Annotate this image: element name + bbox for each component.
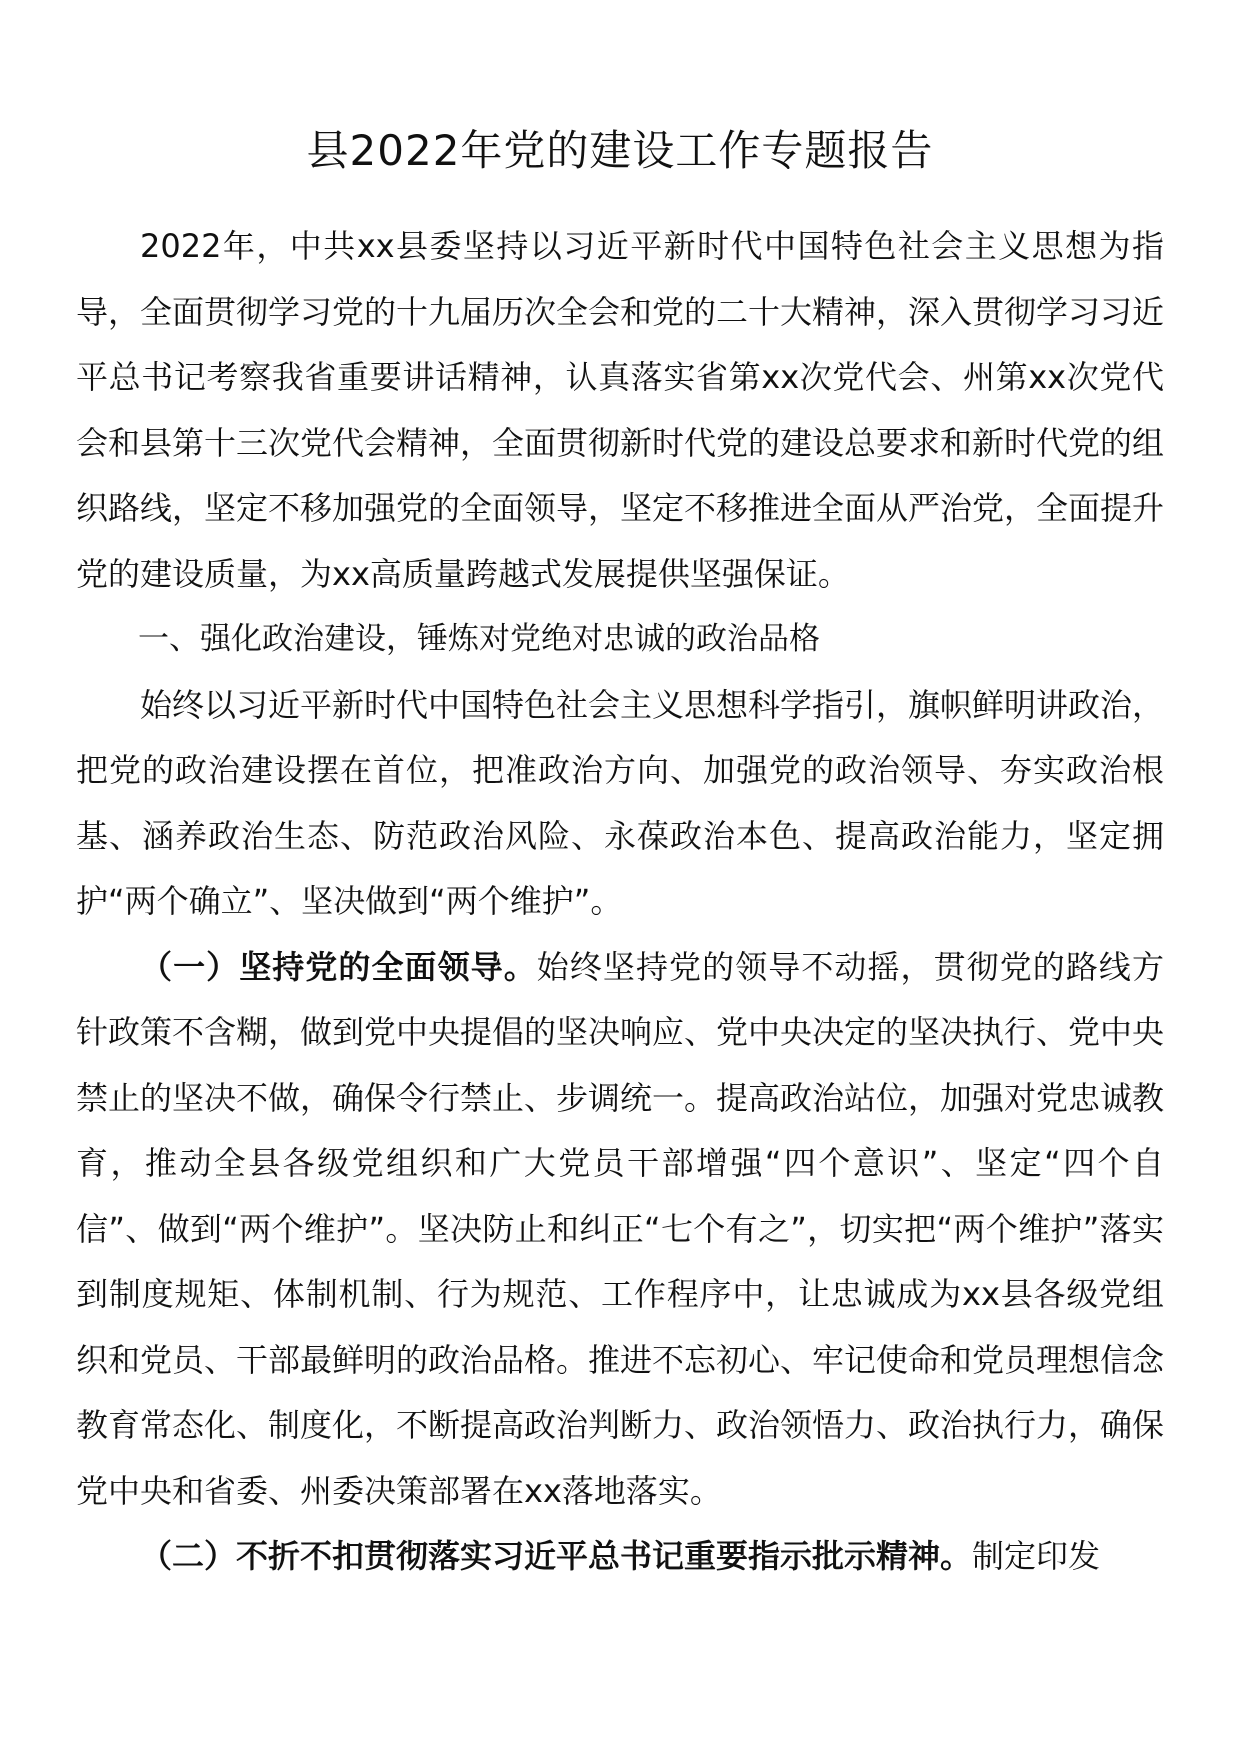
subsection-1-paragraph xyxy=(76,935,1164,1525)
subsection-1-lead: （一）坚持党的全面领导。 xyxy=(140,947,537,986)
subsection-2-body: 制定印发 xyxy=(972,1537,1101,1575)
section-heading-1: 一、强化政治建设，锤炼对党绝对忠诚的政治品格 xyxy=(138,621,820,657)
document-title: 县2022年党的建设工作专题报告 xyxy=(306,126,934,175)
section-1-paragraph: 始终以习近平新时代中国特色社会主义思想科学指引，旗帜鲜明讲政治，把党的政治建设摆在首位，把准政治方向、加强党的政治领导、夯实政治根基、涵养政治生态、防范政治风险、永葆政治本色、提高政治能力，坚定拥护“两个确立”、坚决做到“两个维护”。 xyxy=(76,685,1165,920)
subsection-2-paragraph xyxy=(76,1524,1164,1590)
intro-paragraph: 2022年，中共xx县委坚持以习近平新时代中国特色社会主义思想为指导，全面贯彻学习党的十九届历次全会和党的二十大精神，深入贯彻学习习近平总书记考察我省重要讲话精神，认真落实省第xx次党代会、州第xx次党代会和县第十三次党代会精神，全面贯彻新时代党的建设总要求和新时代党的组织路线，坚定不移加强党的全面领导，坚定不移推进全面从严治党，全面提升党的建设质量，为xx高质量跨越式发展提供坚强保证。 xyxy=(76,227,1165,593)
subsection-1-body: 始终坚持党的领导不动摇，贯彻党的路线方针政策不含糊，做到党中央提倡的坚决响应、党中央决定的坚决执行、党中央禁止的坚决不做，确保令行禁止、步调统一。提高政治站位，加强对党忠诚教育，推动全县各级党组织和广大党员干部增强“四个意识”、坚定“四个自信”、做到“两个维护”。坚决防止和纠正“七个有之”，切实把“两个维护”落实到制度规矩、体制机制、行为规范、工作程序中，让忠诚成为xx县各级党组织和党员、干部最鲜明的政治品格。推进不忘初心、牢记使命和党员理想信念教育常态化、制度化，不断提高政治判断力、政治领悟力、政治执行力，确保党中央和省委、州委决策部署在xx落地落实。 xyxy=(76,947,1165,1510)
subsection-2-lead: （二）不折不扣贯彻落实习近平总书记重要指示批示精神。 xyxy=(140,1537,973,1575)
